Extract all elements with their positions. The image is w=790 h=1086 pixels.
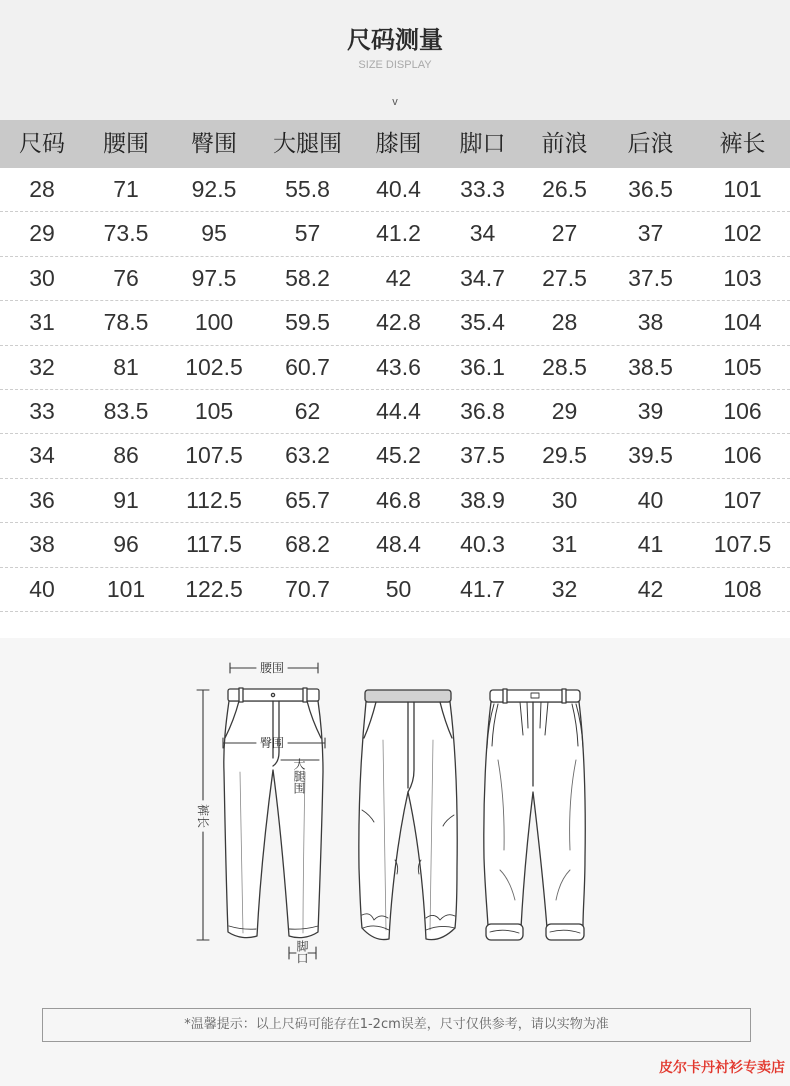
size-table bbox=[0, 120, 790, 612]
table-cell-size: 33 bbox=[29, 397, 55, 424]
table-cell-length: 107 bbox=[723, 486, 762, 513]
table-row bbox=[0, 301, 790, 345]
table-cell-front-rise: 28.5 bbox=[542, 353, 587, 380]
table-cell-size: 29 bbox=[29, 220, 55, 247]
table-cell-back-rise: 38 bbox=[637, 309, 664, 336]
table-cell-knee: 43.6 bbox=[376, 353, 421, 380]
table-cell-hip: 95 bbox=[201, 220, 227, 247]
belt-loop bbox=[303, 688, 307, 702]
table-cell-hem: 41.7 bbox=[460, 575, 505, 602]
table-cell-size: 38 bbox=[29, 531, 55, 558]
table-cell-hem: 36.1 bbox=[460, 353, 505, 380]
table-cell-front-rise: 31 bbox=[551, 531, 578, 558]
table-cell-hip: 107.5 bbox=[185, 442, 243, 469]
column-header-hip: 臀围 bbox=[191, 131, 237, 157]
table-cell-size: 30 bbox=[29, 264, 55, 291]
table-cell-front-rise: 29.5 bbox=[542, 442, 587, 469]
table-cell-length: 103 bbox=[723, 264, 762, 291]
table-row bbox=[0, 346, 790, 390]
table-row bbox=[0, 168, 790, 212]
table-cell-length: 104 bbox=[723, 309, 762, 336]
table-cell-thigh: 62 bbox=[294, 397, 321, 424]
label-waist: 腰围 bbox=[259, 661, 284, 675]
table-cell-thigh: 65.7 bbox=[285, 486, 330, 513]
table-cell-knee: 50 bbox=[385, 575, 412, 602]
title-section bbox=[0, 0, 790, 120]
table-cell-back-rise: 36.5 bbox=[628, 176, 673, 202]
pants-front-drawing bbox=[359, 690, 457, 940]
belt-loop bbox=[503, 689, 507, 703]
table-cell-back-rise: 39.5 bbox=[628, 442, 673, 469]
table-cell-thigh: 58.2 bbox=[285, 264, 330, 291]
table-cell-waist: 101 bbox=[106, 575, 146, 602]
column-header-hem: 脚口 bbox=[459, 131, 506, 157]
table-cell-knee: 42 bbox=[385, 264, 412, 291]
table-cell-hip: 100 bbox=[194, 309, 234, 336]
table-cell-waist: 78.5 bbox=[103, 309, 149, 336]
table-cell-front-rise: 30 bbox=[551, 486, 578, 513]
table-cell-waist: 71 bbox=[113, 176, 139, 202]
table-cell-hem: 37.5 bbox=[460, 442, 505, 469]
pants-front-measured-drawing bbox=[197, 663, 325, 959]
table-cell-hip: 122.5 bbox=[185, 575, 243, 602]
column-header-size: 尺码 bbox=[19, 131, 65, 157]
table-cell-hem: 35.4 bbox=[460, 309, 505, 336]
table-cell-waist: 86 bbox=[113, 442, 139, 469]
table-cell-length: 105 bbox=[723, 353, 762, 380]
table-cell-hem: 33.3 bbox=[460, 176, 505, 202]
table-cell-back-rise: 39 bbox=[637, 397, 664, 424]
table-cell-back-rise: 37 bbox=[637, 220, 664, 247]
label-thigh: 大腿围 bbox=[292, 758, 306, 794]
chevron-down-icon: v bbox=[392, 96, 398, 108]
table-cell-front-rise: 29 bbox=[551, 397, 578, 424]
table-cell-thigh: 60.7 bbox=[285, 353, 330, 380]
table-cell-hem: 38.9 bbox=[460, 486, 505, 513]
pants-back-cuffed-drawing bbox=[484, 689, 585, 940]
table-cell-knee: 42.8 bbox=[376, 309, 421, 336]
page-title: 尺码测量 bbox=[347, 26, 443, 54]
table-cell-knee: 45.2 bbox=[376, 442, 421, 469]
table-cell-length: 107.5 bbox=[713, 531, 772, 558]
table-cell-hem: 34.7 bbox=[460, 264, 505, 291]
table-cell-back-rise: 41 bbox=[637, 531, 664, 558]
table-cell-hem: 34 bbox=[469, 220, 496, 247]
table-cell-front-rise: 27 bbox=[551, 220, 578, 247]
table-cell-knee: 40.4 bbox=[376, 176, 421, 202]
table-cell-size: 28 bbox=[29, 176, 55, 202]
table-cell-back-rise: 37.5 bbox=[628, 264, 673, 291]
table-cell-hip: 92.5 bbox=[191, 176, 237, 202]
belt-loop bbox=[562, 689, 566, 703]
label-hem: 脚口 bbox=[295, 940, 309, 964]
table-cell-hip: 105 bbox=[194, 397, 234, 424]
table-row bbox=[0, 212, 790, 256]
table-cell-size: 31 bbox=[29, 309, 55, 336]
table-cell-thigh: 55.8 bbox=[285, 176, 330, 202]
table-cell-knee: 41.2 bbox=[376, 220, 421, 247]
table-cell-length: 108 bbox=[723, 575, 762, 602]
column-header-knee: 膝围 bbox=[375, 131, 422, 157]
label-hip: 臀围 bbox=[259, 736, 284, 750]
table-cell-thigh: 68.2 bbox=[285, 531, 330, 558]
table-cell-hip: 102.5 bbox=[185, 353, 243, 380]
table-cell-knee: 46.8 bbox=[376, 486, 421, 513]
table-cell-thigh: 59.5 bbox=[285, 309, 330, 336]
table-row bbox=[0, 434, 790, 478]
table-header-row bbox=[0, 120, 790, 168]
table-cell-hip: 112.5 bbox=[186, 486, 242, 513]
table-row bbox=[0, 257, 790, 301]
table-row bbox=[0, 568, 790, 612]
column-header-length: 裤长 bbox=[719, 131, 766, 157]
column-header-front-rise: 前浪 bbox=[541, 131, 588, 157]
waistband bbox=[365, 690, 451, 702]
tip-note-box bbox=[42, 1008, 751, 1042]
page-subtitle: SIZE DISPLAY bbox=[358, 59, 432, 71]
table-cell-length: 102 bbox=[723, 220, 762, 247]
table-cell-back-rise: 40 bbox=[637, 486, 664, 513]
table-body bbox=[0, 168, 790, 612]
table-cell-length: 106 bbox=[723, 442, 762, 469]
table-cell-waist: 81 bbox=[113, 353, 139, 380]
table-cell-size: 36 bbox=[29, 486, 55, 513]
table-cell-hip: 97.5 bbox=[191, 264, 237, 291]
table-cell-back-rise: 38.5 bbox=[628, 353, 673, 380]
table-cell-back-rise: 42 bbox=[637, 575, 664, 602]
table-cell-front-rise: 27.5 bbox=[542, 264, 587, 291]
belt-loop bbox=[239, 688, 243, 702]
table-cell-hem: 40.3 bbox=[460, 531, 505, 558]
tip-note-text: *温馨提示：以上尺码可能存在1-2cm误差，尺寸仅供参考，请以实物为准 bbox=[184, 1017, 609, 1032]
table-cell-hip: 117.5 bbox=[186, 531, 242, 558]
table-cell-waist: 91 bbox=[113, 486, 139, 513]
table-cell-thigh: 70.7 bbox=[285, 575, 330, 602]
table-cell-thigh: 63.2 bbox=[285, 442, 330, 469]
table-cell-hem: 36.8 bbox=[460, 397, 505, 424]
table-row bbox=[0, 390, 790, 434]
table-cell-waist: 73.5 bbox=[103, 220, 149, 247]
table-cell-waist: 83.5 bbox=[103, 397, 149, 424]
table-row bbox=[0, 523, 790, 567]
column-header-thigh: 大腿围 bbox=[273, 131, 342, 157]
label-length: 裤长 bbox=[196, 803, 210, 828]
table-bottom-spacer bbox=[0, 612, 790, 638]
table-cell-size: 34 bbox=[29, 442, 55, 469]
table-cell-front-rise: 26.5 bbox=[542, 176, 587, 202]
table-cell-length: 101 bbox=[723, 176, 762, 202]
table-cell-size: 40 bbox=[29, 575, 55, 602]
store-watermark: 皮尔卡丹衬衫专卖店 bbox=[659, 1060, 785, 1076]
table-cell-knee: 44.4 bbox=[376, 397, 421, 424]
column-header-waist: 腰围 bbox=[103, 131, 149, 157]
table-cell-knee: 48.4 bbox=[376, 531, 421, 558]
table-cell-front-rise: 28 bbox=[551, 309, 578, 336]
table-cell-length: 106 bbox=[723, 397, 762, 424]
table-cell-thigh: 57 bbox=[294, 220, 321, 247]
table-cell-waist: 96 bbox=[113, 531, 139, 558]
column-header-back-rise: 后浪 bbox=[627, 131, 674, 157]
table-row bbox=[0, 479, 790, 523]
table-cell-front-rise: 32 bbox=[551, 575, 578, 602]
pants-measurement-diagram bbox=[0, 640, 790, 980]
table-cell-waist: 76 bbox=[113, 264, 139, 291]
table-cell-size: 32 bbox=[29, 353, 55, 380]
